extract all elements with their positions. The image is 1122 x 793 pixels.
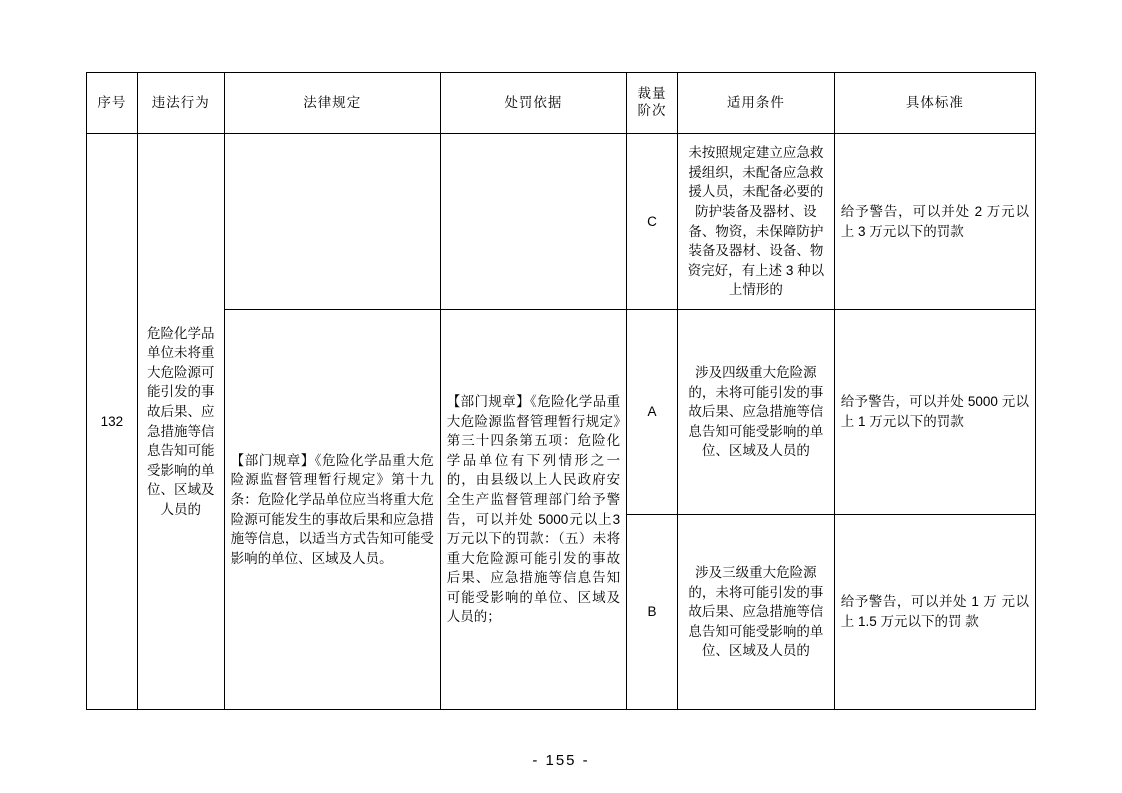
cell-basis: 【部门规章】《危险化学品重大危险源监督管理暂行规定》第三十四条第五项：危险化学品单位有下列情形之一的，由县级以上人民政府安全生产监督管理部门给予警告，可以并处 5000元以上3万元以下的罚款：（五）未将重大危险源可能引发的事故后果、应急措施等信息告知可能受影响的单位、区域及人员的； [440, 310, 626, 710]
cell-law-empty [224, 134, 440, 310]
column-header-law: 法律规定 [224, 73, 440, 134]
cell-standard: 给予警告，可以并处 2 万元以上 3 万元以下的罚款 [834, 134, 1035, 310]
cell-level: B [627, 515, 678, 710]
table-row [87, 134, 1036, 310]
table-header [87, 73, 1036, 134]
column-header-standard: 具体标准 [834, 73, 1035, 134]
cell-condition: 未按照规定建立应急救援组织，未配备应急救援人员，未配备必要的防护装备及器材、设备、物资，未保障防护装备及器材、设备、物资完好，有上述 3 种以上情形的 [677, 134, 834, 310]
page-number: - 155 - [532, 752, 590, 769]
cell-violation: 危险化学品单位未将重大危险源可能引发的事故后果、应急措施等信息告知可能受影响的单位、区域及人员的 [137, 134, 224, 710]
column-header-level-line1: 裁量 [637, 86, 667, 102]
cell-level: C [627, 134, 678, 310]
cell-standard: 给予警告，可以并处 1 万 元以上 1.5 万元以下的罚 款 [834, 515, 1035, 710]
cell-seq: 132 [87, 134, 138, 710]
discretion-standard-table [86, 72, 1036, 710]
column-header-violation: 违法行为 [137, 73, 224, 134]
column-header-basis: 处罚依据 [440, 73, 626, 134]
table-row [87, 310, 1036, 515]
table-header-row [87, 73, 1036, 134]
column-header-level-line2: 阶次 [637, 103, 667, 118]
column-header-level [627, 73, 678, 134]
cell-condition: 涉及三级重大危险源的，未将可能引发的事故后果、应急措施等信息告知可能受影响的单位、区域及人员的 [677, 515, 834, 710]
cell-standard: 给予警告，可以并处 5000 元以上 1 万元以下的罚款 [834, 310, 1035, 515]
cell-basis-empty [440, 134, 626, 310]
column-header-condition: 适用条件 [677, 73, 834, 134]
table-body [87, 134, 1036, 710]
cell-level: A [627, 310, 678, 515]
cell-condition: 涉及四级重大危险源的，未将可能引发的事故后果、应急措施等信息告知可能受影响的单位、区域及人员的 [677, 310, 834, 515]
cell-law: 【部门规章】《危险化学品重大危险源监督管理暂行规定》第十九条：危险化学品单位应当将重大危险源可能发生的事故后果和应急措施等信息，以适当方式告知可能受影响的单位、区域及人员。 [224, 310, 440, 710]
column-header-seq: 序号 [87, 73, 138, 134]
